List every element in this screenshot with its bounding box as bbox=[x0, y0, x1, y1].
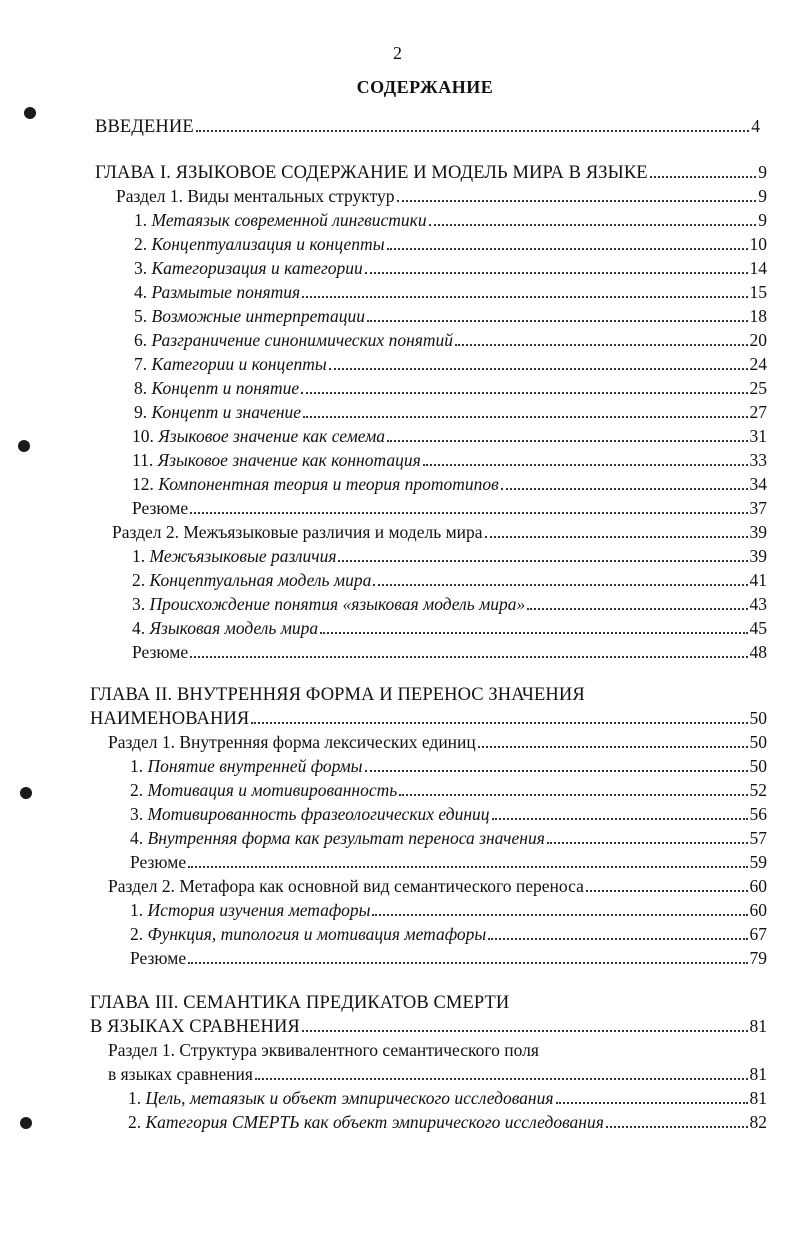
toc-item-title: Размытые понятия bbox=[151, 282, 301, 302]
dot-leader bbox=[301, 391, 747, 394]
toc-page-number: 24 bbox=[749, 354, 767, 374]
dot-leader bbox=[478, 745, 748, 748]
toc-chapter-3-line1[interactable] bbox=[90, 990, 767, 1014]
toc-item-number: 2. bbox=[130, 780, 144, 800]
toc-item-number: 2. bbox=[132, 570, 146, 590]
toc-item[interactable] bbox=[128, 1086, 767, 1110]
toc-item[interactable] bbox=[134, 280, 767, 304]
toc-page-number: 81 bbox=[749, 1088, 767, 1108]
dot-leader bbox=[302, 1029, 748, 1032]
toc-resume-title: Резюме bbox=[130, 948, 187, 968]
toc-page-number: 41 bbox=[749, 570, 767, 590]
dot-leader bbox=[423, 463, 748, 466]
dot-leader bbox=[188, 865, 747, 868]
dot-leader bbox=[527, 607, 747, 610]
dot-leader bbox=[485, 535, 748, 538]
dot-leader bbox=[367, 319, 747, 322]
binder-hole-4 bbox=[20, 1117, 32, 1129]
toc-item-title: Концептуализация и концепты bbox=[151, 234, 385, 254]
toc-item-title: Языковое значение как семема bbox=[158, 426, 386, 446]
toc-item-number: 7. bbox=[134, 354, 148, 374]
toc-page-number: 34 bbox=[749, 474, 767, 494]
toc-item-number: 5. bbox=[134, 306, 148, 326]
toc-item-title: Цель, метаязык и объект эмпирического исследования bbox=[145, 1088, 554, 1108]
toc-section-title: Раздел 1. Виды ментальных структур bbox=[116, 186, 395, 206]
dot-leader bbox=[303, 415, 747, 418]
toc-item-number: 4. bbox=[132, 618, 146, 638]
toc-item-number: 4. bbox=[134, 282, 148, 302]
dot-leader bbox=[387, 247, 748, 250]
toc-page-number: 50 bbox=[749, 708, 767, 728]
toc-entry-text: ВВЕДЕНИЕ bbox=[95, 117, 194, 137]
toc-item-number: 10. bbox=[132, 426, 154, 446]
dot-leader bbox=[338, 559, 747, 562]
toc-item-title: Языковая модель мира bbox=[149, 618, 319, 638]
toc-section-3-1-line1[interactable] bbox=[108, 1038, 767, 1062]
toc-item[interactable] bbox=[132, 568, 767, 592]
toc-page-number: 15 bbox=[749, 282, 767, 302]
toc-item-title: Категории и концепты bbox=[151, 354, 327, 374]
toc-page-number: 4 bbox=[751, 116, 760, 136]
toc-page-number: 52 bbox=[749, 780, 767, 800]
dot-leader bbox=[190, 511, 747, 514]
toc-item-title: Функция, типология и мотивация метафоры bbox=[147, 924, 487, 944]
toc-item[interactable] bbox=[132, 448, 767, 472]
toc-page-number: 31 bbox=[749, 426, 767, 446]
toc-chapter-title: ГЛАВА I. ЯЗЫКОВОЕ СОДЕРЖАНИЕ И МОДЕЛЬ МИРА В ЯЗЫКЕ bbox=[95, 163, 648, 183]
toc-chapter-title-cont: В ЯЗЫКАХ СРАВНЕНИЯ bbox=[90, 1017, 300, 1037]
toc-item-number: 11. bbox=[132, 450, 154, 470]
toc-item-title: Категория СМЕРТЬ как объект эмпирического исследования bbox=[145, 1112, 604, 1132]
dot-leader bbox=[397, 199, 757, 202]
toc-page-number: 20 bbox=[749, 330, 767, 350]
toc-section-1-2[interactable] bbox=[112, 520, 767, 544]
toc-item-title: Компонентная теория и теория прототипов bbox=[158, 474, 499, 494]
toc-item[interactable] bbox=[134, 208, 767, 232]
toc-resume-title: Резюме bbox=[132, 642, 189, 662]
toc-item-number: 3. bbox=[130, 804, 144, 824]
toc-item-number: 2. bbox=[130, 924, 144, 944]
toc-section-2-2[interactable] bbox=[108, 874, 767, 898]
toc-page-number: 79 bbox=[749, 948, 767, 968]
toc-page-number: 57 bbox=[749, 828, 767, 848]
toc-page-number: 56 bbox=[749, 804, 767, 824]
toc-item-title: Концептуальная модель мира bbox=[149, 570, 372, 590]
toc-page-number: 37 bbox=[749, 498, 767, 518]
toc-entry-intro[interactable] bbox=[95, 114, 760, 138]
toc-item[interactable] bbox=[134, 376, 767, 400]
toc-chapter-3[interactable] bbox=[90, 1014, 767, 1038]
dot-leader bbox=[302, 295, 747, 298]
dot-leader bbox=[372, 913, 747, 916]
dot-leader bbox=[188, 961, 747, 964]
page-number: 2 bbox=[393, 43, 402, 63]
dot-leader bbox=[501, 487, 748, 490]
toc-page-number: 60 bbox=[749, 900, 767, 920]
binder-hole-2 bbox=[18, 440, 30, 452]
dot-leader bbox=[387, 439, 747, 442]
toc-resume[interactable] bbox=[132, 640, 767, 664]
toc-item[interactable] bbox=[130, 826, 767, 850]
page-title: СОДЕРЖАНИЕ bbox=[356, 77, 494, 97]
binder-hole-1 bbox=[24, 107, 36, 119]
dot-leader bbox=[365, 769, 748, 772]
toc-item-title: Метаязык современной лингвистики bbox=[151, 210, 427, 230]
dot-leader bbox=[556, 1101, 748, 1104]
toc-section-3-1[interactable] bbox=[108, 1062, 767, 1086]
dot-leader bbox=[320, 631, 747, 634]
toc-item-title: Внутренняя форма как результат переноса значения bbox=[147, 828, 545, 848]
toc-item[interactable] bbox=[132, 616, 767, 640]
toc-resume[interactable] bbox=[130, 850, 767, 874]
toc-item-title: Мотивация и мотивированность bbox=[147, 780, 398, 800]
dot-leader bbox=[365, 271, 748, 274]
toc-chapter-1[interactable] bbox=[95, 160, 767, 184]
dot-leader bbox=[492, 817, 748, 820]
toc-item-number: 1. bbox=[134, 210, 148, 230]
toc-chapter-2[interactable] bbox=[90, 706, 767, 730]
dot-leader bbox=[255, 1077, 748, 1080]
toc-item-number: 6. bbox=[134, 330, 148, 350]
toc-page-number: 50 bbox=[749, 756, 767, 776]
toc-item-number: 2. bbox=[134, 234, 148, 254]
toc-item-title: Концепт и понятие bbox=[151, 378, 300, 398]
dot-leader bbox=[455, 343, 747, 346]
toc-page-number: 9 bbox=[758, 186, 767, 206]
toc-page-number: 60 bbox=[749, 876, 767, 896]
toc-item-number: 3. bbox=[134, 258, 148, 278]
dot-leader bbox=[399, 793, 747, 796]
dot-leader bbox=[488, 937, 747, 940]
toc-resume-title: Резюме bbox=[132, 498, 189, 518]
dot-leader bbox=[547, 841, 748, 844]
dot-leader bbox=[373, 583, 747, 586]
toc-item-number: 8. bbox=[134, 378, 148, 398]
toc-item[interactable] bbox=[130, 778, 767, 802]
toc-resume[interactable] bbox=[132, 496, 767, 520]
binder-hole-3 bbox=[20, 787, 32, 799]
toc-section-title: Раздел 1. Внутренняя форма лексических единиц bbox=[108, 732, 476, 752]
toc-item-title: Понятие внутренней формы bbox=[147, 756, 363, 776]
toc-page-number: 81 bbox=[749, 1016, 767, 1036]
toc-chapter-2-line1[interactable] bbox=[90, 682, 767, 706]
dot-leader bbox=[429, 223, 757, 226]
toc-page-number: 14 bbox=[749, 258, 767, 278]
toc-item-title: Категоризация и категории bbox=[151, 258, 363, 278]
toc-item-title: История изучения метафоры bbox=[147, 900, 371, 920]
toc-page-number: 10 bbox=[749, 234, 767, 254]
toc-page-number: 39 bbox=[749, 546, 767, 566]
toc-page-number: 33 bbox=[749, 450, 767, 470]
toc-section-2-1[interactable] bbox=[108, 730, 767, 754]
toc-page-number: 43 bbox=[749, 594, 767, 614]
toc-section-title: Раздел 2. Метафора как основной вид семантического переноса bbox=[108, 876, 584, 896]
toc-page-number: 9 bbox=[758, 162, 767, 182]
toc-section-title: Раздел 1. Структура эквивалентного семантического поля bbox=[108, 1040, 539, 1060]
toc-page-number: 59 bbox=[749, 852, 767, 872]
toc-resume[interactable] bbox=[130, 946, 767, 970]
toc-item-number: 9. bbox=[134, 402, 148, 422]
toc-page-number: 81 bbox=[749, 1064, 767, 1084]
dot-leader bbox=[650, 175, 757, 178]
toc-item-title: Межъязыковые различия bbox=[149, 546, 337, 566]
dot-leader bbox=[329, 367, 748, 370]
toc-item-number: 1. bbox=[128, 1088, 142, 1108]
dot-leader bbox=[251, 721, 747, 724]
dot-leader bbox=[586, 889, 748, 892]
toc-item[interactable] bbox=[134, 400, 767, 424]
toc-item-number: 1. bbox=[130, 900, 144, 920]
toc-item[interactable] bbox=[134, 304, 767, 328]
toc-item-title: Концепт и значение bbox=[151, 402, 302, 422]
toc-section-title: Раздел 2. Межъязыковые различия и модель мира bbox=[112, 522, 483, 542]
toc-section-1-1[interactable] bbox=[116, 184, 767, 208]
toc-item[interactable] bbox=[130, 802, 767, 826]
toc-item-title: Происхождение понятия «языковая модель мира» bbox=[149, 594, 526, 614]
toc-page-number: 18 bbox=[749, 306, 767, 326]
toc-item[interactable] bbox=[128, 1110, 767, 1134]
toc-item[interactable] bbox=[134, 328, 767, 352]
toc-item-title: Языковое значение как коннотация bbox=[157, 450, 421, 470]
toc-item[interactable] bbox=[134, 256, 767, 280]
toc-item-number: 4. bbox=[130, 828, 144, 848]
toc-page-number: 27 bbox=[749, 402, 767, 422]
toc-chapter-title: ГЛАВА III. СЕМАНТИКА ПРЕДИКАТОВ СМЕРТИ bbox=[90, 993, 510, 1013]
toc-item[interactable] bbox=[130, 754, 767, 778]
toc-item-number: 1. bbox=[130, 756, 144, 776]
toc-resume-title: Резюме bbox=[130, 852, 187, 872]
toc-item[interactable] bbox=[132, 424, 767, 448]
toc-page-number: 25 bbox=[749, 378, 767, 398]
toc-item-title: Возможные интерпретации bbox=[151, 306, 366, 326]
toc-section-title-cont: в языках сравнения bbox=[108, 1064, 253, 1084]
toc-page-number: 39 bbox=[749, 522, 767, 542]
toc-chapter-title: ГЛАВА II. ВНУТРЕННЯЯ ФОРМА И ПЕРЕНОС ЗНАЧЕНИЯ bbox=[90, 685, 585, 705]
toc-item[interactable] bbox=[132, 544, 767, 568]
toc-item[interactable] bbox=[132, 472, 767, 496]
toc-page-number: 67 bbox=[749, 924, 767, 944]
toc-item[interactable] bbox=[130, 898, 767, 922]
toc-item-title: Разграничение синонимических понятий bbox=[151, 330, 454, 350]
dot-leader bbox=[606, 1125, 748, 1128]
toc-page-number: 50 bbox=[749, 732, 767, 752]
dot-leader bbox=[190, 655, 747, 658]
toc-page-number: 45 bbox=[749, 618, 767, 638]
toc-item[interactable] bbox=[134, 352, 767, 376]
dot-leader bbox=[196, 129, 750, 132]
toc-item-number: 1. bbox=[132, 546, 146, 566]
toc-chapter-title-cont: НАИМЕНОВАНИЯ bbox=[90, 709, 250, 729]
toc-item[interactable] bbox=[130, 922, 767, 946]
toc-item-title: Мотивированность фразеологических единиц bbox=[147, 804, 490, 824]
toc-page-number: 82 bbox=[749, 1112, 767, 1132]
toc-page-number: 48 bbox=[749, 642, 767, 662]
toc-item[interactable] bbox=[134, 232, 767, 256]
toc-item-number: 2. bbox=[128, 1112, 142, 1132]
toc-page-number: 9 bbox=[758, 210, 767, 230]
toc-item[interactable] bbox=[132, 592, 767, 616]
toc-item-number: 3. bbox=[132, 594, 146, 614]
toc-item-number: 12. bbox=[132, 474, 154, 494]
